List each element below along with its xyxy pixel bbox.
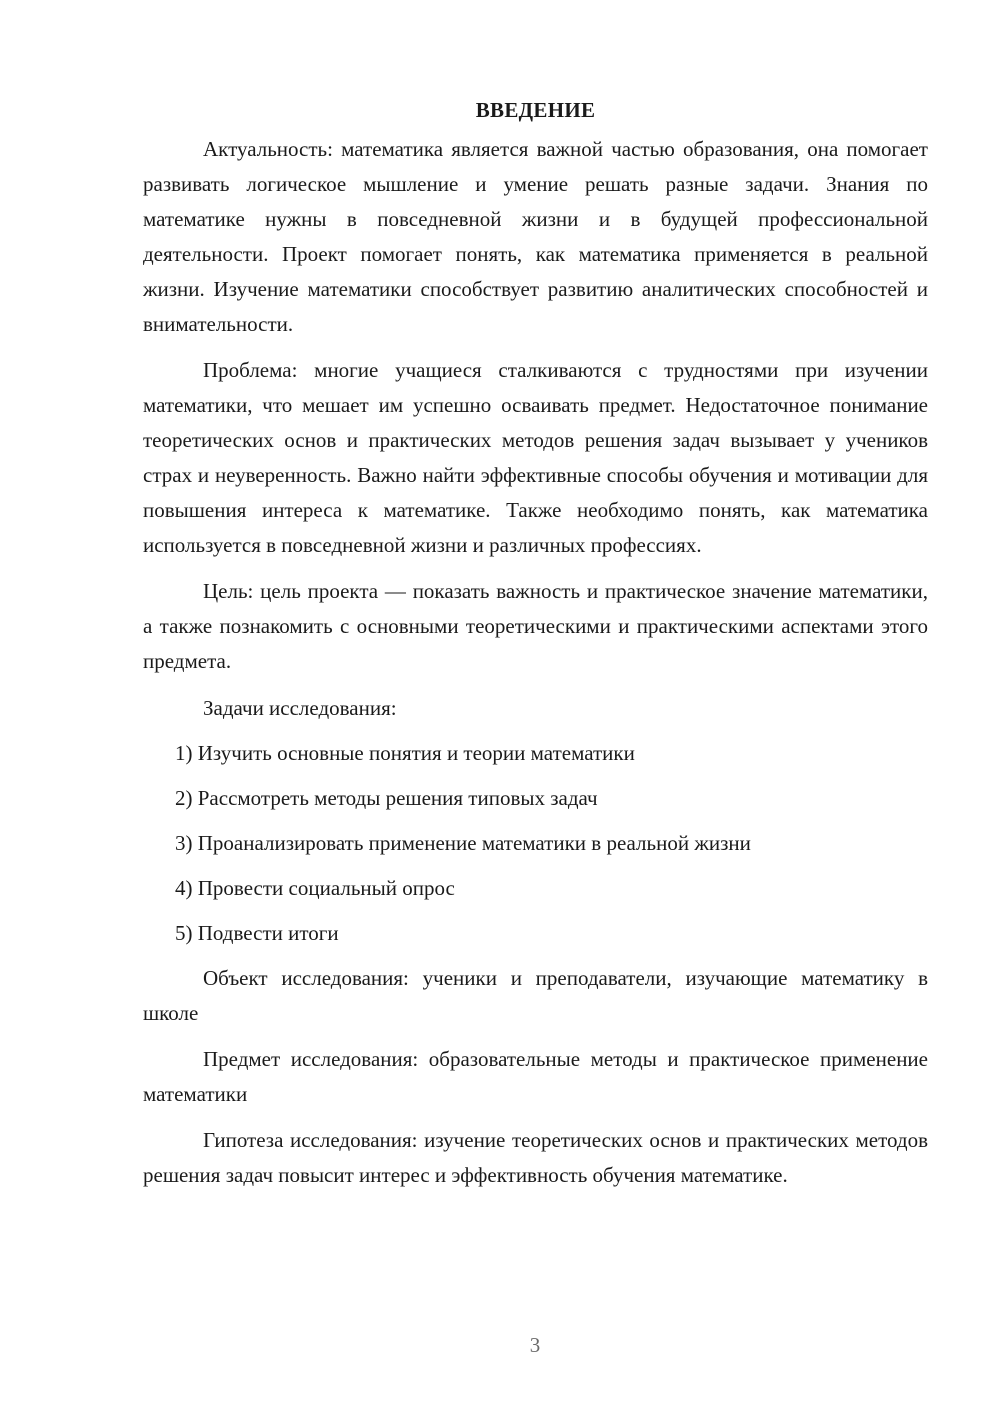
problem-paragraph: Проблема: многие учащиеся сталкиваются с трудностями при изучении математики, что мешает им успешно осваивать предмет. Недостаточное понимание теоретических основ и практических методов решения задач вызывает у учеников страх и неуверенность. Важно найти эффективные способы обучения и мотивации для повышения интереса к математике. Также необходимо понять, как математика используется в повседневной жизни и различных профессиях. <box>143 358 928 557</box>
goal-paragraph: Цель: цель проекта — показать важность и практическое значение математики, а также познакомить с основными теоретическими и практическими аспектами этого предмета. <box>143 579 928 673</box>
task-item: 1) Изучить основные понятия и теории математики <box>175 741 635 765</box>
page-content <box>143 92 928 1193</box>
tasks-list <box>143 736 928 951</box>
task-item: 4) Провести социальный опрос <box>175 876 455 900</box>
hypothesis-paragraph: Гипотеза исследования: изучение теоретических основ и практических методов решения задач повысит интерес и эффективность обучения математике. <box>143 1128 928 1187</box>
page-number: 3 <box>529 1333 541 1357</box>
actuality-paragraph: Актуальность: математика является важной частью образования, она помогает развивать логическое мышление и умение решать разные задачи. Знания по математике нужны в повседневной жизни и в будущей профессиональной деятельности. Проект помогает понять, как математика применяется в реальной жизни. Изучение математики способствует развитию аналитических способностей и внимательности. <box>143 137 928 336</box>
page-title: ВВЕДЕНИЕ <box>475 98 596 122</box>
object-paragraph: Объект исследования: ученики и преподаватели, изучающие математику в школе <box>143 966 928 1025</box>
subject-paragraph: Предмет исследования: образовательные методы и практическое применение математики <box>143 1047 928 1106</box>
task-item: 2) Рассмотреть методы решения типовых задач <box>175 786 598 810</box>
task-item: 3) Проанализировать применение математики в реальной жизни <box>175 831 751 855</box>
tasks-heading: Задачи исследования: <box>203 696 397 720</box>
task-item: 5) Подвести итоги <box>175 921 339 945</box>
